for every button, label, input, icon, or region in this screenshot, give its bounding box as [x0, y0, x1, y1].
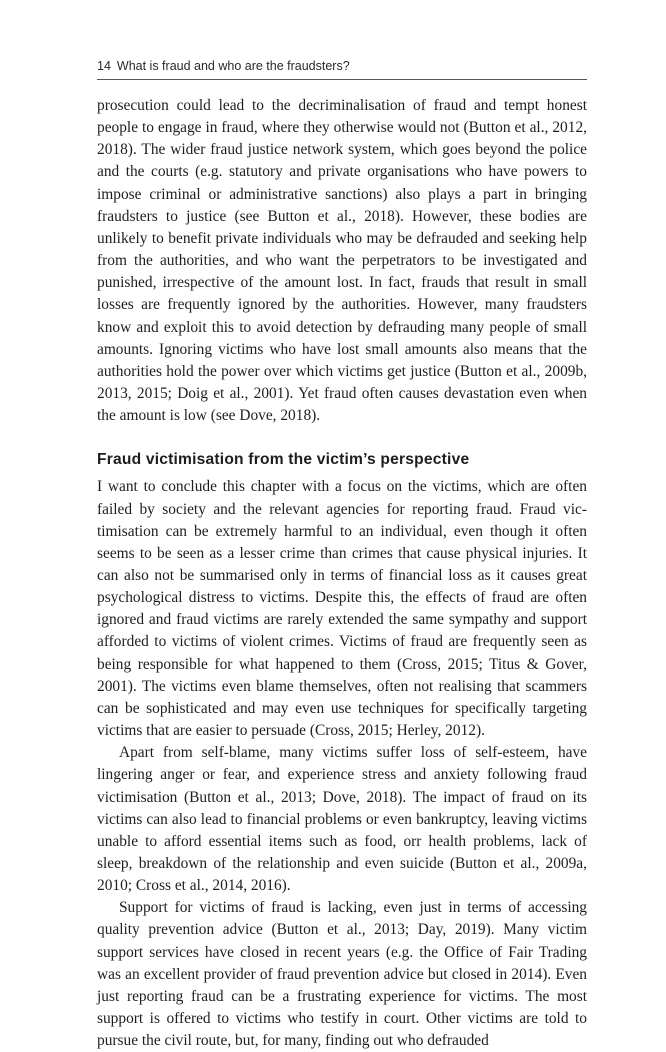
running-header — [97, 58, 587, 80]
paragraph-support-lacking: Support for victims of fraud is lacking, even just in terms of accessing quality prevention advice (Button et al., 2013; Day, 2019). Many victim support services have closed in recent years (e.g. the Office of Fair Trading was an excellent provider of fraud prevention advice but closed in 2014). Even just reporting fraud can be a frustrating experience for victims. The most support is offered to victims who testify in court. Other victims are told to pursue the civil route, but, for many, finding out who defrauded — [97, 899, 587, 1050]
paragraph-self-blame: Apart from self-blame, many victims suffer loss of self-esteem, have lingering anger or fear, and experience stress and anxiety following fraud victimisation (Button et al., 2013; Dove, 2018). The impact of fraud on its victims can also lead to financial problems or even bankruptcy, leaving victims unable to afford essential items such as food, orr health problems, lack of sleep, breakdown of the relationship and even suicide (Button et al., 2009a, 2010; Cross et al., 2014, 2016). — [97, 744, 587, 895]
running-title: What is fraud and who are the fraudsters? — [116, 59, 350, 73]
page-number: 14 — [97, 59, 111, 73]
page-body — [97, 95, 587, 1052]
section-heading: Fraud victimisation from the victim’s perspective — [97, 451, 470, 469]
paragraph-continuation: prosecution could lead to the decriminalisation of fraud and tempt honest people to engage in fraud, where they otherwise would not (Button et al., 2012, 2018). The wider fraud justice network system, which goes beyond the police and the courts (e.g. statutory and private organisations who have powers to impose criminal or administrative sanctions) also plays a part in bringing fraudsters to justice (see Button et al., 2018). However, these bodies are unlikely to benefit private individuals who may be defrauded and seeking help from the authorities, and who want the perpetrators to be investigated and punished, irrespective of the amount lost. In fact, frauds that result in small losses are frequently ignored by the authorities. However, many fraudsters know and exploit this to avoid detection by defrauding many people of small amounts. Ignoring victims who have lost small amounts also means that the authorities hold the power over which victims get justice (Button et al., 2009b, 2013, 2015; Doig et al., 2001). Yet fraud often causes devastation even when the amount is low (see Dove, 2018). — [97, 97, 587, 425]
paragraph-victim-focus: I want to conclude this chapter with a focus on the victims, which are often failed by society and the relevant agencies for reporting fraud. Fraud victimisation can be extremely harmful to an individual, even though it often seems to be seen as a lesser crime than crimes that cause physical injuries. It can also not be summarised only in terms of financial loss as it causes great psychological distress to victims. Despite this, the effects of fraud are often ignored and fraud victims are rarely extended the same sympathy and support afforded to victims of violent crimes. Victims of fraud are frequently seen as being responsible for what happened to them (Cross, 2015; Titus & Gover, 2001). The victims even blame themselves, often not realising that scammers can be sophisticated and may even use techniques for specifically targeting victims that are easier to persuade (Cross, 2015; Herley, 2012). — [97, 478, 587, 740]
book-page — [97, 58, 587, 1052]
